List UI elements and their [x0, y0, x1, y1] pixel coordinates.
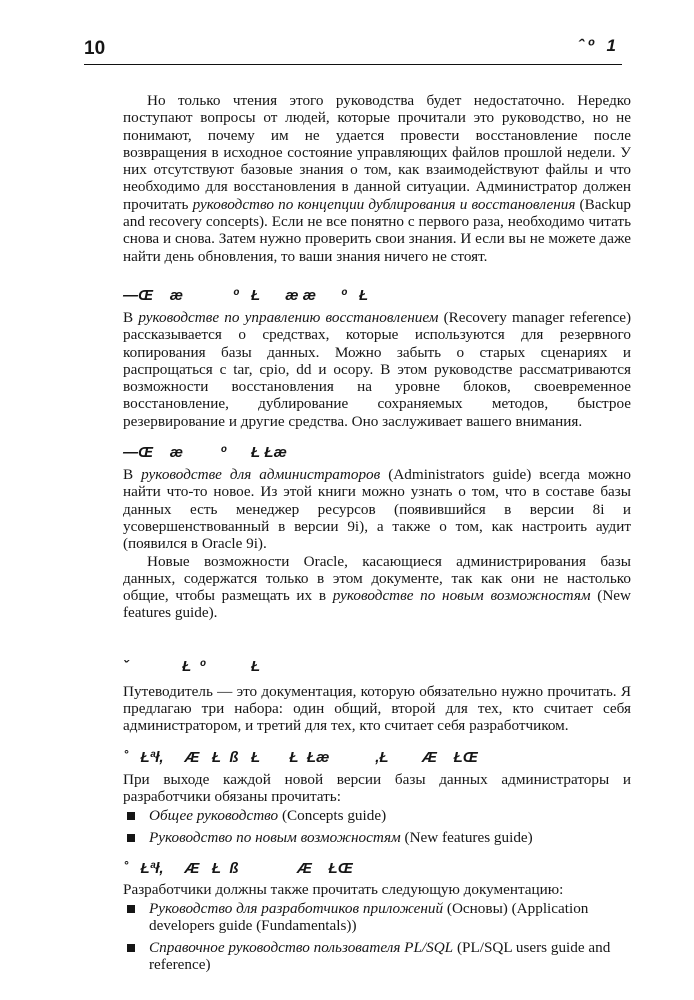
guide-heading: ˇ Ł º Ł	[123, 657, 261, 675]
page-number: 10	[84, 38, 106, 59]
recovery-manager-heading: —Œ æ º Ł æ æ º Ł	[123, 286, 369, 304]
recovery-manager-text-before: В	[123, 308, 139, 326]
intro-emphasis: руководство по концепции дублирования и восстановления	[192, 195, 576, 213]
recovery-manager-text: (Recovery manager reference) рассказывается о средствах, которые используются для резервного копирования базы данных. Можно забыть о старых сценариях и распрощаться с tar, cpio, dd и ocopy. В этом руководстве рассматриваются возможности восстановления на уровне блоков, своевременное восстановление, дублирование сохраняемых методов, быстрое резервирование и другие средства. Оно заслуживает вашего внимания.	[123, 308, 631, 430]
admin-guide-p2-text: Новые возможности Oracle, касающиеся администрирования базы данных, содержатся только в этом документе, так как они не настолько общие, чтобы размещать их в	[123, 552, 631, 605]
admin-guide-heading: —Œ æ º Ł Łæ	[123, 444, 287, 462]
list-item-emphasis: Руководство для разработчиков приложений	[149, 900, 444, 918]
list-item-text: (New features guide)	[400, 828, 533, 846]
admin-guide-paragraph-2	[123, 553, 631, 622]
admin-guide-p2-text-after: (New features guide).	[123, 587, 632, 622]
list-item	[123, 939, 631, 974]
guide-paragraph: Путеводитель — это документация, которую обязательно нужно прочитать. Я предлагаю три набора: один общий, второй для тех, кто считает себя администратором, и третий для тех, кто считает себя разработчиком.	[123, 682, 631, 735]
for-all-paragraph: При выходе каждой новой версии базы данных администраторы и разработчики обязаны прочитать:	[123, 770, 631, 805]
running-head: ˆº 1	[577, 36, 620, 55]
for-all-list	[123, 807, 631, 846]
intro-text: Но только чтения этого руководства будет недостаточно. Нередко поступают вопросы от людей, которые прочитали это руководство, но не понимают, почему им не удается провести восстановление после возвращения в исходное состояние управляющих файлов прошлой недели. У них отсутствуют базовые знания о том, как взаимодействуют файлы и что необходимо для восстановления в данной ситуации. Администратор должен прочитать	[123, 92, 631, 213]
for-all-heading: ˚ Łªł, Æ Ł ß Ł Ł Łæ ,Ł Æ ŁŒ	[123, 748, 478, 766]
intro-text-after: (Backup and recovery concepts). Если не все понятно с первого раза, необходимо читать снова и снова. Затем нужно проверить свои знания. И если вы не можете даже найти день обновления, то ваши знания ничего не стоят.	[123, 195, 632, 265]
for-devs-heading: ˚ Łªł, Æ Ł ß Æ ŁŒ	[123, 859, 353, 877]
list-item	[123, 807, 631, 824]
list-item-emphasis: Общее руководство	[149, 807, 279, 825]
list-item-text: (Основы) (Application developers guide (Fundamentals))	[149, 900, 589, 935]
header-rule	[84, 64, 622, 65]
list-item	[123, 829, 631, 846]
square-bullet-icon	[127, 834, 135, 842]
square-bullet-icon	[127, 944, 135, 952]
list-item-text: (Concepts guide)	[278, 807, 387, 825]
admin-guide-text: (Administrators guide) всегда можно найти что-то новое. Из этой книги можно узнать о том, что в составе базы данных есть менеджер ресурсов (появившийся в версии 8i и усовершенствованный в версии 9i), а также о том, как настроить аудит (появился в Oracle 9i).	[123, 466, 631, 553]
recovery-manager-emphasis: руководстве по управлению восстановлением	[138, 308, 439, 326]
list-item-emphasis: Руководство по новым возможностям	[149, 828, 401, 846]
admin-guide-paragraph	[123, 466, 631, 552]
admin-guide-emphasis: руководстве для администраторов	[141, 466, 381, 484]
for-devs-list	[123, 900, 631, 973]
list-item-emphasis: Справочное руководство пользователя PL/SQL	[149, 938, 454, 956]
list-item	[123, 900, 631, 935]
admin-guide-text-before: В	[123, 466, 142, 484]
page-body	[123, 92, 631, 977]
admin-guide-p2-emphasis: руководстве по новым возможностям	[332, 587, 591, 605]
square-bullet-icon	[127, 812, 135, 820]
square-bullet-icon	[127, 905, 135, 913]
recovery-manager-paragraph	[123, 309, 631, 430]
for-devs-paragraph: Разработчики должны также прочитать следующую документацию:	[123, 880, 564, 898]
list-item-text: (PL/SQL users guide and reference)	[149, 938, 611, 973]
intro-paragraph	[123, 92, 631, 265]
